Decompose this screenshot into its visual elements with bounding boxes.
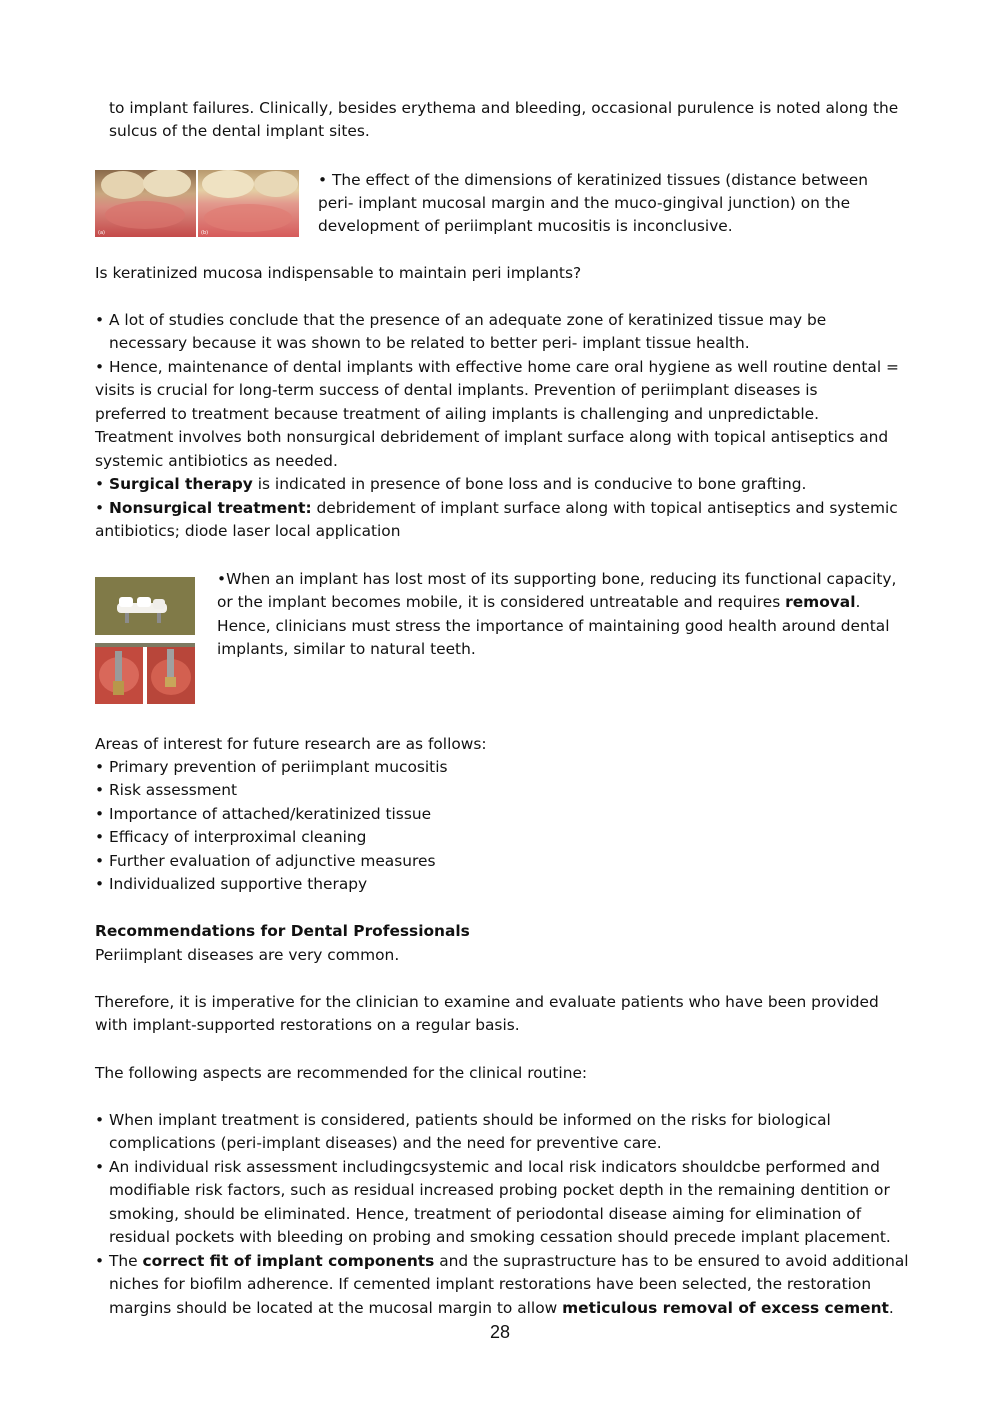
keratinized-note-line-3: development of periimplant mucositis is inconclusive. [318, 217, 733, 235]
removal-line-3: Hence, clinicians must stress the importance of maintaining good health around dental [217, 617, 890, 635]
maintenance-line-1: • Hence, maintenance of dental implants with effective home care oral hygiene as well routine dental = [95, 358, 899, 376]
routine-item-1-line-2: complications (peri-implant diseases) and the need for preventive care. [109, 1134, 662, 1152]
routine-bullet: • [95, 1111, 105, 1129]
studies-line-1: A lot of studies conclude that the presence of an adequate zone of keratinized tissue may be [109, 311, 827, 329]
question-heading: Is keratinized mucosa indispensable to maintain peri implants? [95, 264, 582, 282]
routine-item-2-line-1: An individual risk assessment includingcsystemic and local risk indicators shouldcbe performed and [109, 1158, 880, 1176]
removal-line-4: implants, similar to natural teeth. [217, 640, 476, 658]
correct-fit-term: correct fit of implant components [142, 1252, 435, 1270]
intro-line-1: to implant failures. Clinically, besides erythema and bleeding, occasional purulence is noted along the [109, 99, 899, 117]
implant-photo-group [95, 577, 195, 704]
nonsurgical-term: Nonsurgical treatment: [108, 499, 312, 517]
maintenance-line-4: Treatment involves both nonsurgical debridement of implant surface along with topical antiseptics and [95, 428, 889, 446]
research-item: • Efficacy of interproximal cleaning [95, 828, 367, 846]
routine-item-2-line-3: smoking, should be eliminated. Hence, treatment of periodontal disease aiming for elimination of [109, 1205, 862, 1223]
routine-item-2-line-4: residual pockets with bleeding on probing and smoking cessation should precede implant placement. [109, 1228, 891, 1246]
studies-line-2: necessary because it was shown to be related to better peri- implant tissue health. [109, 334, 750, 352]
research-heading: Areas of interest for future research are as follows: [95, 735, 487, 753]
routine-bullet: • [95, 1252, 105, 1270]
recommendations-para-1-line-1: Therefore, it is imperative for the clinician to examine and evaluate patients who have been provided [95, 993, 879, 1011]
photo-label-a: (a) [98, 230, 105, 236]
routine-item-3-line-2: niches for biofilm adherence. If cemented implant restorations have been selected, the restoration [109, 1275, 872, 1293]
research-item: • Primary prevention of periimplant mucositis [95, 758, 448, 776]
research-item: • Importance of attached/keratinized tissue [95, 805, 432, 823]
maintenance-line-5: systemic antibiotics as needed. [95, 452, 338, 470]
research-item: • Risk assessment [95, 781, 237, 799]
recommendations-line-1: Periimplant diseases are very common. [95, 946, 400, 964]
gum-photo-b [198, 170, 299, 237]
removal-line-2: or the implant becomes mobile, it is considered untreatable and requires removal. [217, 593, 861, 611]
routine-item-3-line-1: The correct fit of implant components and the suprastructure has to be ensured to avoid additional [109, 1252, 909, 1270]
nonsurgical-line-1: • Nonsurgical treatment: debridement of implant surface along with topical antiseptics and systemic [95, 499, 898, 517]
intro-line-2: sulcus of the dental implant sites. [109, 122, 370, 140]
removal-term: removal [785, 593, 856, 611]
research-item: • Further evaluation of adjunctive measures [95, 852, 436, 870]
page-number: 28 [489, 1322, 511, 1342]
studies-bullet: • [95, 311, 105, 329]
routine-item-2-line-2: modifiable risk factors, such as residual increased probing pocket depth in the remaining dentition or [109, 1181, 890, 1199]
surgical-therapy-term: Surgical therapy [108, 475, 253, 493]
surgical-therapy-line: • Surgical therapy is indicated in presence of bone loss and is conducive to bone grafting. [95, 475, 807, 493]
gum-photo-a [95, 170, 196, 237]
research-item: • Individualized supportive therapy [95, 875, 368, 893]
keratinized-note-line-1: • The effect of the dimensions of keratinized tissues (distance between [318, 171, 868, 189]
recommendations-para-2: The following aspects are recommended for the clinical routine: [95, 1064, 588, 1082]
photo-label-b: (b) [201, 230, 209, 236]
routine-item-3-line-3: margins should be located at the mucosal margin to allow meticulous removal of excess cement. [109, 1299, 894, 1317]
keratinized-note-line-2: peri- implant mucosal margin and the muco-gingival junction) on the [318, 194, 851, 212]
recommendations-heading: Recommendations for Dental Professionals [95, 922, 470, 940]
routine-bullet: • [95, 1158, 105, 1176]
routine-item-1-line-1: When implant treatment is considered, patients should be informed on the risks for biological [109, 1111, 831, 1129]
maintenance-line-2: visits is crucial for long-term success of dental implants. Prevention of periimplant diseases is [95, 381, 818, 399]
excess-cement-term: meticulous removal of excess cement [562, 1299, 889, 1317]
removal-line-1: •When an implant has lost most of its supporting bone, reducing its functional capacity, [217, 570, 897, 588]
recommendations-para-1-line-2: with implant-supported restorations on a regular basis. [95, 1016, 520, 1034]
nonsurgical-line-2: antibiotics; diode laser local application [95, 522, 401, 540]
maintenance-line-3: preferred to treatment because treatment of ailing implants is challenging and unpredictable. [95, 405, 819, 423]
